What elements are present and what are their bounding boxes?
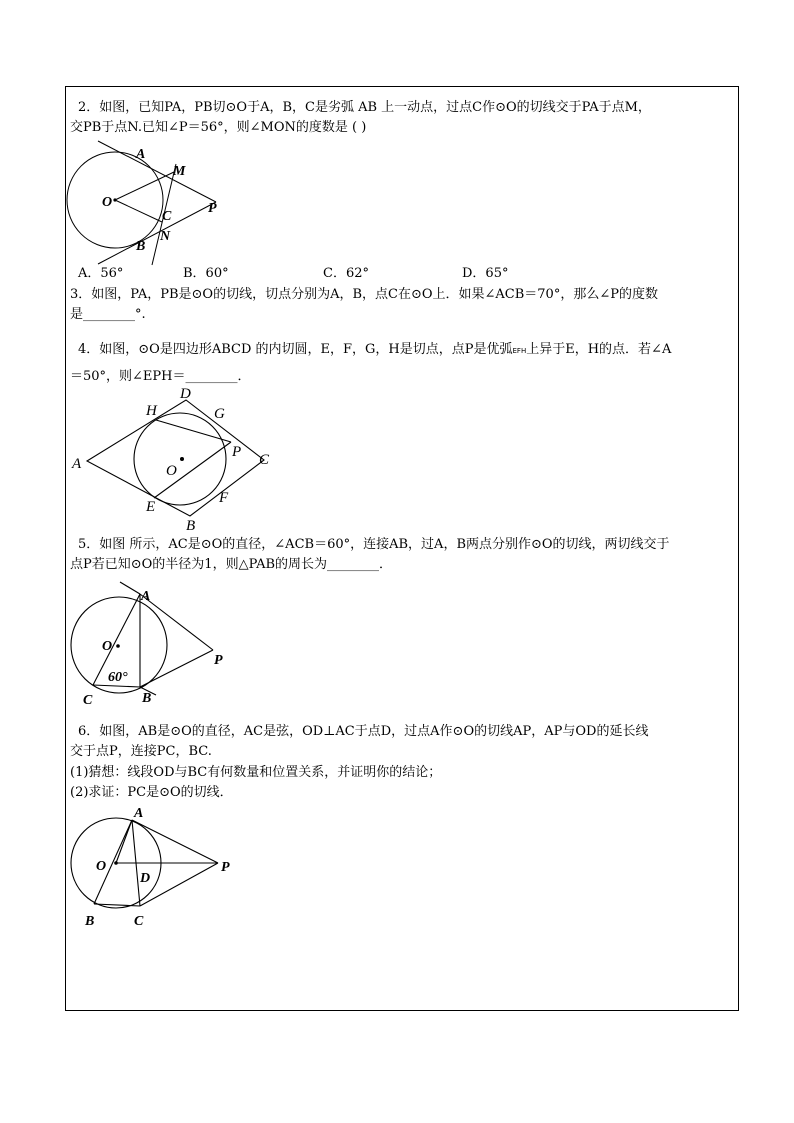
q5-figure [68,582,238,710]
q4-label-B: B [186,518,196,534]
q2-option-b: B．60° [183,266,229,281]
q5-label-C: C [83,693,93,708]
q2-label-B: B [136,239,146,254]
q2-label-O: O [102,195,113,210]
q5-text-line2: 点P若已知⊙O的半径为1，则△PAB的周长为________． [70,557,393,572]
q6-label-P: P [221,860,230,875]
q4-label-A: A [72,456,82,472]
q6-label-B: B [85,914,95,929]
q6-text-line1: 6．如图，AB是⊙O的直径，AC是弦，OD⊥AC于点D，过点A作⊙O的切线AP，AP与OD的延长线 [78,724,649,739]
q4-arc-label: EFH [512,347,527,355]
q5-text-line1: 5．如图 所示，AC是⊙O的直径，∠ACB＝60°，连接AB，过A，B两点分别作⊙O的切线，两切线交于 [78,537,670,552]
q6-figure [68,804,243,929]
q2-label-A: A [136,147,146,162]
q4-label-H: H [146,403,157,419]
q5-label-angle: 60° [108,670,128,685]
q2-text-line2: 交PB于点N.已知∠P＝56°，则∠MON的度数是 ( ) [70,120,367,135]
q6-text-line2: 交于点P，连接PC，BC. [70,744,212,759]
q4-text-line2: ＝50°，则∠EPH＝________． [70,369,251,384]
q2-figure [68,140,228,268]
q4-label-P: P [232,444,242,460]
q4-figure [68,384,288,534]
q6-label-O: O [96,859,107,874]
q4-label-O: O [166,463,177,479]
q5-label-A: A [141,589,151,604]
q6-label-A: A [134,806,144,821]
q4-text-line1 [78,342,671,359]
q2-option-d: D．65° [462,266,509,281]
q5-label-P: P [214,653,223,668]
q2-label-P: P [208,201,217,216]
q2-label-N: N [160,229,171,244]
q5-label-B: B [142,691,152,706]
q6-label-C: C [134,914,144,929]
q4-label-G: G [214,406,225,422]
q4-text-line1-post: 上异于E，H的点．若∠A [526,342,672,357]
q3-text-line2: 是________°. [70,307,146,322]
q4-label-C: C [259,452,270,468]
q4-label-F: F [219,490,229,506]
q6-text-line3: (1)猜想：线段OD与BC有何数量和位置关系，并证明你的结论； [70,765,442,780]
q6-text-line4: (2)求证：PC是⊙O的切线． [70,785,233,800]
q2-label-C: C [162,209,172,224]
q5-label-O: O [102,639,113,654]
q2-label-M: M [173,164,186,179]
q4-label-D: D [180,386,191,402]
q4-label-E: E [146,499,156,515]
q3-text-line1: 3．如图，PA，PB是⊙O的切线，切点分别为A，B，点C在⊙O上．如果∠ACB＝70°，那么∠P的度数 [70,287,658,302]
q4-text-line1-pre: 4．如图，⊙O是四边形ABCD 的内切圆，E，F，G，H是切点，点P是优弧 [78,342,513,357]
q2-text-line1: 2．如图，已知PA，PB切⊙O于A，B，C是劣弧 AB 上一动点，过点C作⊙O的切线交于PA于点M， [78,100,651,115]
q6-label-D: D [140,871,151,886]
q2-option-c: C．62° [323,266,369,281]
q2-option-a: A．56° [78,266,124,281]
